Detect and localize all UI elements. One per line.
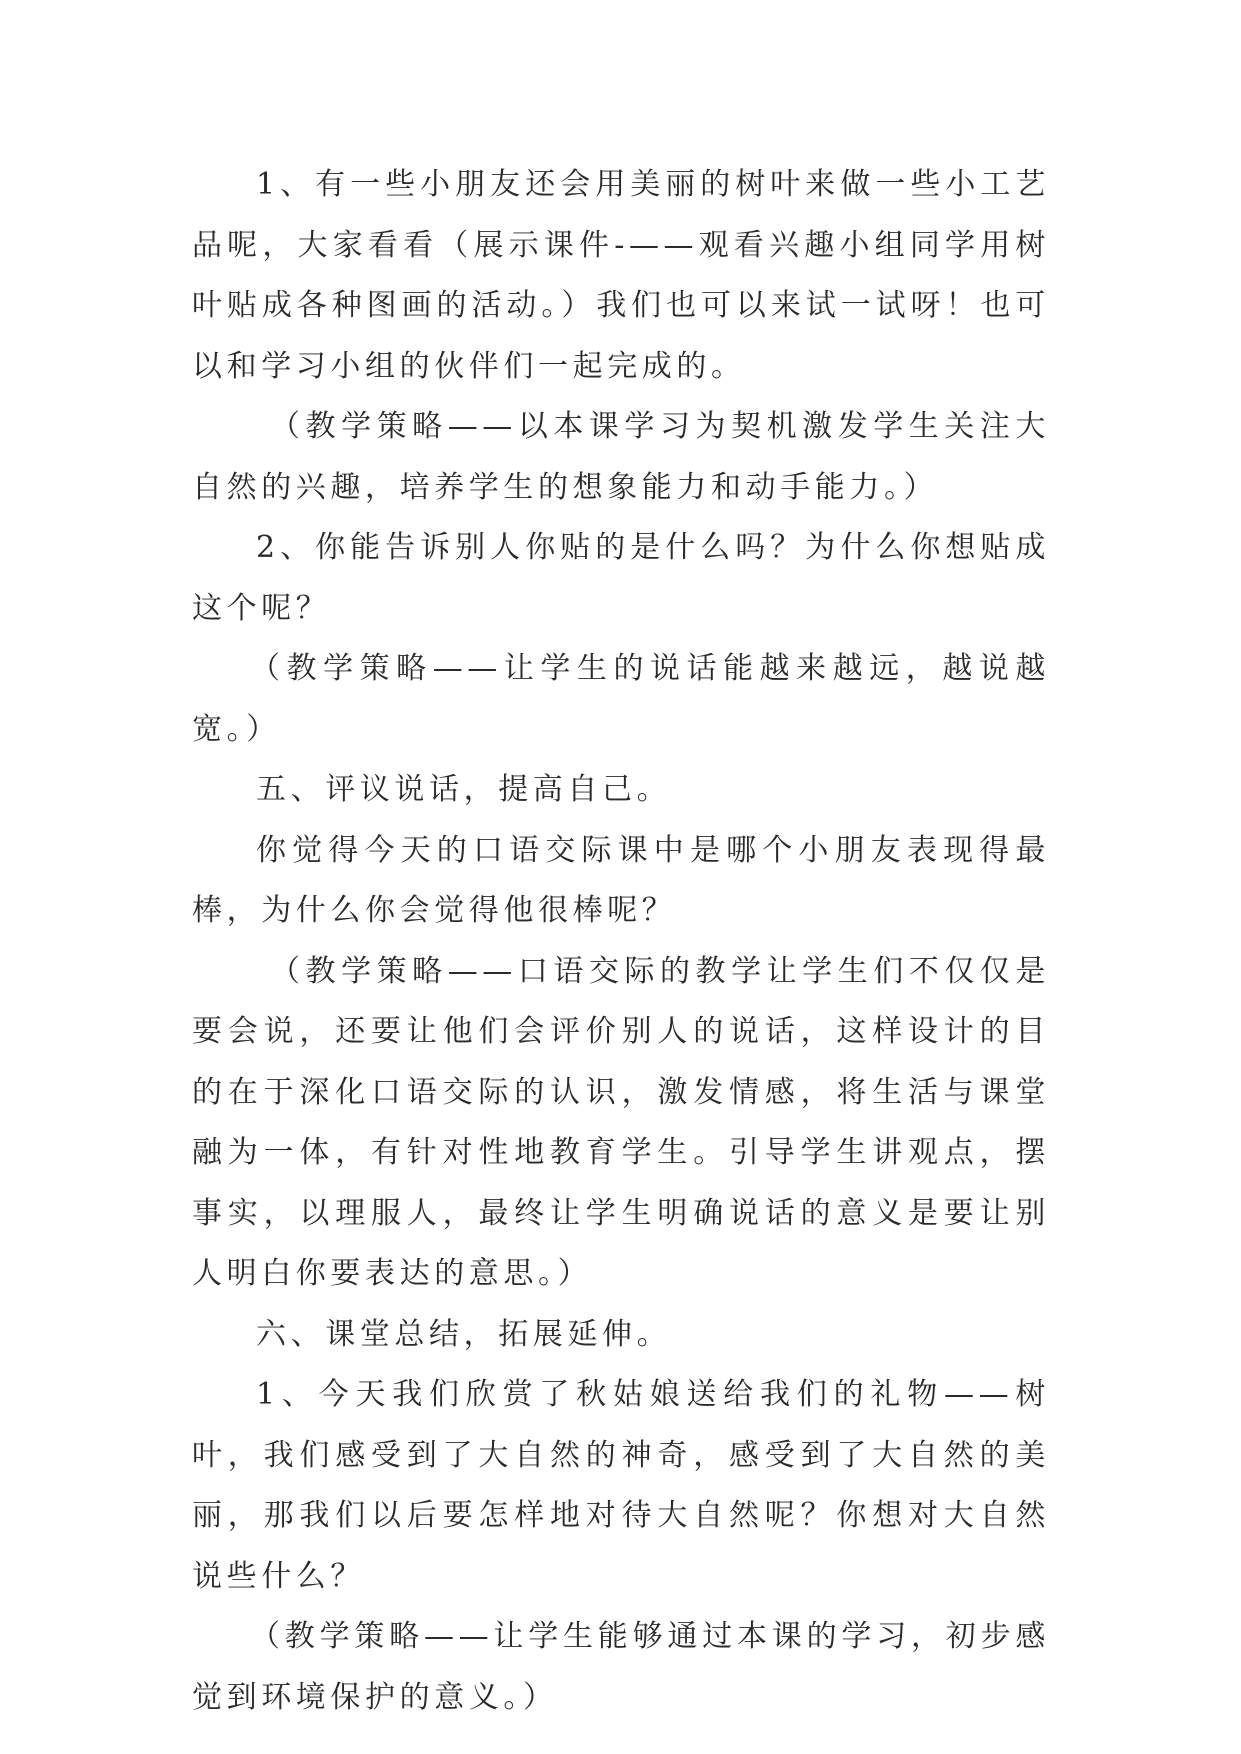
paragraph-item-summary: 1、今天我们欣赏了秋姑娘送给我们的礼物——树叶，我们感受到了大自然的神奇，感受到了大自然的美丽，那我们以后要怎样地对待大自然呢？你想对大自然说些什么？ bbox=[192, 1377, 1050, 1594]
paragraph-teaching-strategy: （教学策略——让学生能够通过本课的学习，初步感觉到环境保护的意义。） bbox=[192, 1619, 1050, 1715]
paragraph-teaching-strategy: （教学策略——以本课学习为契机激发学生关注大自然的兴趣，培养学生的想象能力和动手能力。） bbox=[192, 409, 1050, 505]
paragraph-question-best: 你觉得今天的口语交际课中是哪个小朋友表现得最棒，为什么你会觉得他很棒呢？ bbox=[192, 832, 1050, 928]
section-heading-five: 五、评议说话，提高自己。 bbox=[256, 772, 672, 807]
paragraph-item-tell-others: 2、你能告诉别人你贴的是什么吗？为什么你想贴成这个呢？ bbox=[192, 530, 1050, 626]
paragraph-item-leaf-craft: 1、有一些小朋友还会用美丽的树叶来做一些小工艺品呢，大家看看（展示课件-——观看兴趣小组同学用树叶贴成各种图画的活动。）我们也可以来试一试呀！也可以和学习小组的伙伴们一起完成的。 bbox=[192, 167, 1050, 384]
document-page bbox=[192, 155, 1050, 1728]
paragraph-teaching-strategy: （教学策略——让学生的说话能越来越远，越说越宽。） bbox=[192, 651, 1050, 747]
paragraph-teaching-strategy: （教学策略——口语交际的教学让学生们不仅仅是要会说，还要让他们会评价别人的说话，这样设计的目的在于深化口语交际的认识，激发情感，将生活与课堂融为一体，有针对性地教育学生。引导学生讲观点，摆事实，以理服人，最终让学生明确说话的意义是要让别人明白你要表达的意思。） bbox=[192, 953, 1050, 1291]
section-heading-six: 六、课堂总结，拓展延伸。 bbox=[256, 1316, 672, 1352]
